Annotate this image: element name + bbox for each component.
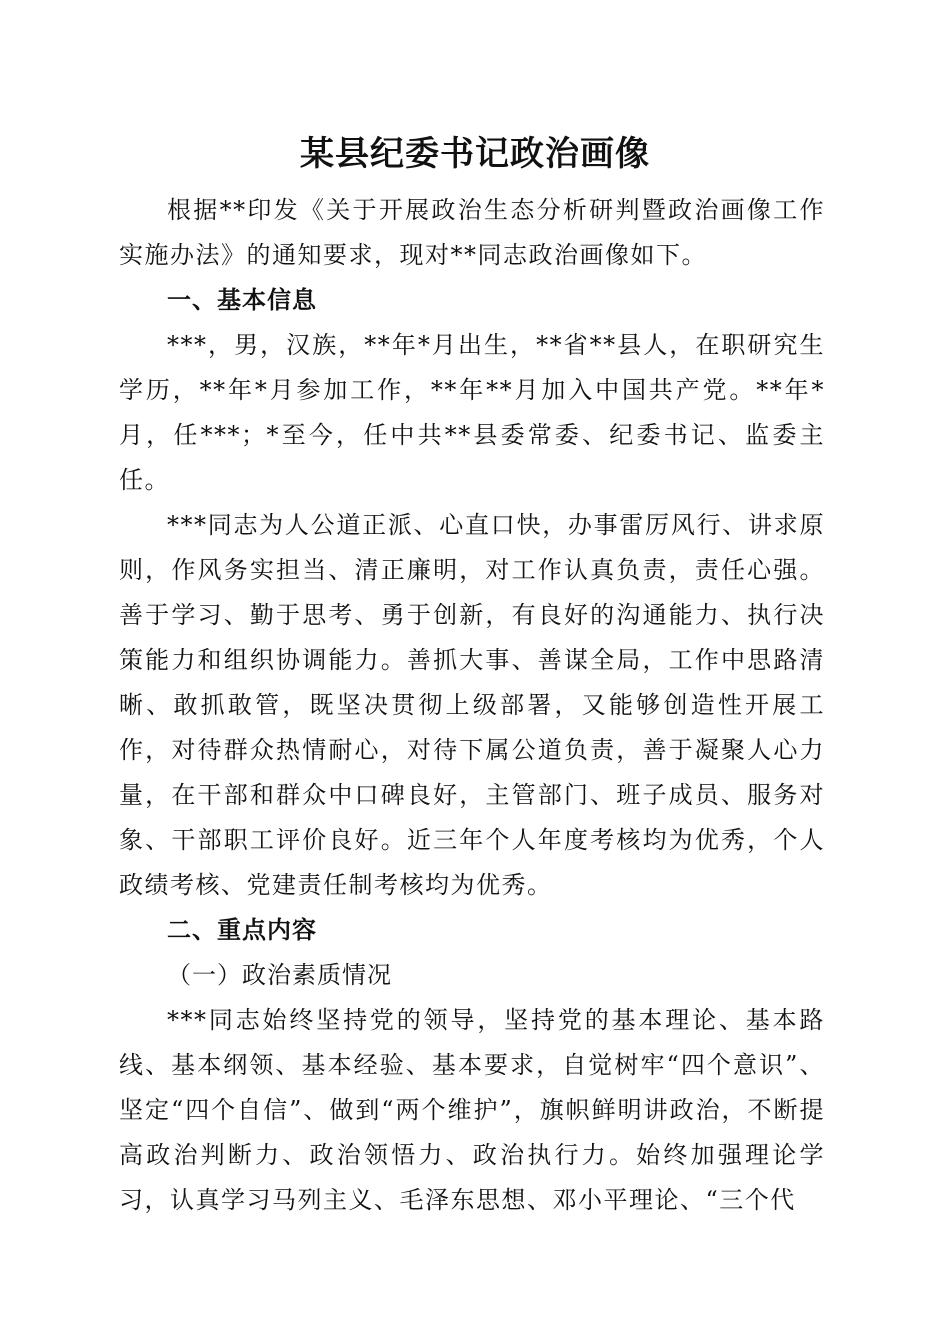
political-quality-paragraph: ***同志始终坚持党的领导，坚持党的基本理论、基本路线、基本纲领、基本经验、基本要求，自觉树牢“四个意识”、坚定“四个自信”、做到“两个维护”，旗帜鲜明讲政治，不断提高政治判断力、政治领悟力、政治执行力。始终加强理论学习，认真学习马列主义、毛泽东思想、邓小平理论、“三个代: [119, 1006, 825, 1214]
basic-info-paragraph: ***，男，汉族，**年*月出生，**省**县人，在职研究生学历，**年*月参加工作，**年**月加入中国共产党。**年*月，任***；*至今，任中共**县委常委、纪委书记、监委主任。: [119, 331, 825, 494]
section-heading-basic-info: 一、基本信息: [167, 286, 317, 314]
subsection-heading-political-quality: （一）政治素质情况: [167, 961, 392, 989]
section-heading-key-content: 二、重点内容: [167, 916, 317, 944]
document-body: [119, 188, 825, 1223]
evaluation-paragraph: ***同志为人公道正派、心直口快，办事雷厉风行、讲求原则，作风务实担当、清正廉明，对工作认真负责，责任心强。善于学习、勤于思考、勇于创新，有良好的沟通能力、执行决策能力和组织协调能力。善抓大事、善谋全局，工作中思路清晰、敢抓敢管，既坚决贯彻上级部署，又能够创造性开展工作，对待群众热情耐心，对待下属公道负责，善于凝聚人心力量，在干部和群众中口碑良好，主管部门、班子成员、服务对象、干部职工评价良好。近三年个人年度考核均为优秀，个人政绩考核、党建责任制考核均为优秀。: [119, 511, 825, 899]
document-title: 某县纪委书记政治画像: [300, 134, 650, 174]
intro-paragraph: 根据**印发《关于开展政治生态分析研判暨政治画像工作实施办法》的通知要求，现对**同志政治画像如下。: [119, 196, 825, 269]
